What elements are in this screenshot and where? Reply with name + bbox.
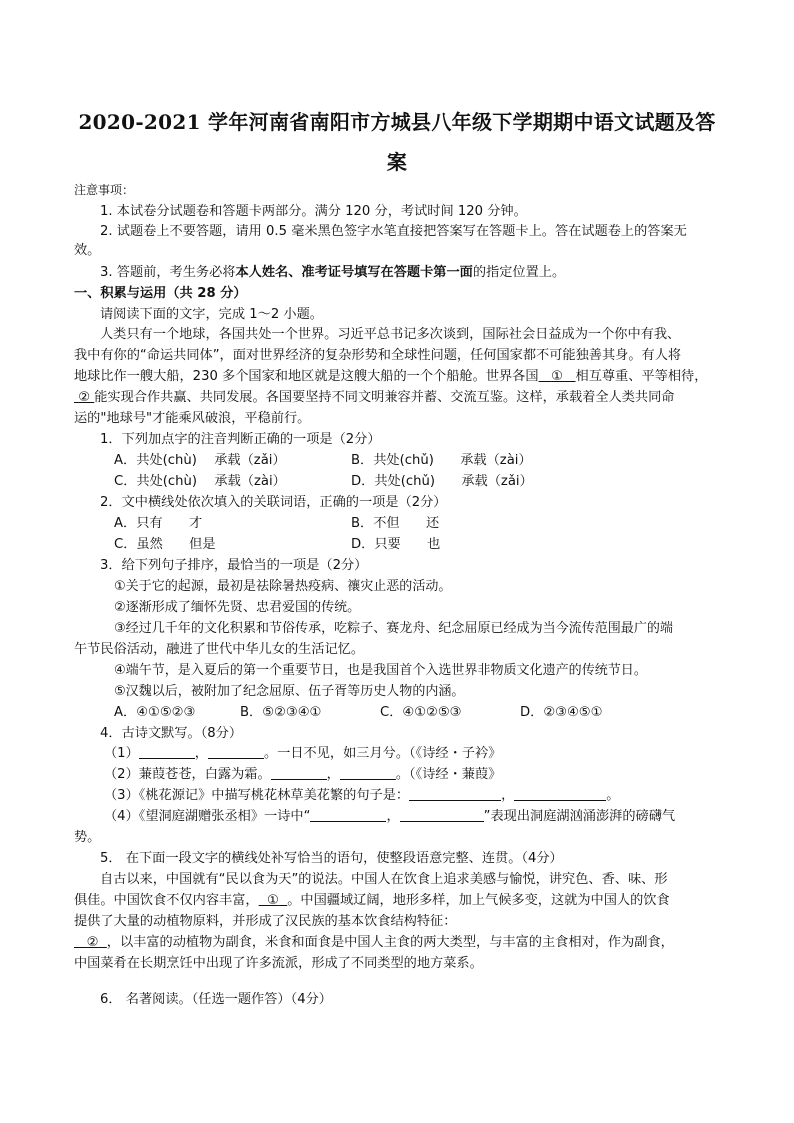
blank-q5-2 [74, 935, 107, 950]
q5-passage-4-post: ，以丰富的动植物为副食，米食和面食是中国人主食的两大类型，与丰富的主食相对，作为副食， [106, 935, 674, 950]
answer-blank[interactable] [310, 807, 386, 822]
answer-blank[interactable] [271, 765, 327, 780]
q4-line-4 [104, 807, 758, 827]
q4-line-1-mid: ， [194, 746, 208, 761]
q3-option-b: B．⑤②③④① [240, 705, 322, 720]
q4-line-3-pre: （3）《桃花源记》中描写桃花林草美花繁的句子是： [104, 788, 410, 803]
answer-blank[interactable] [340, 765, 396, 780]
q1-option-b: B．共处(chǔ) 承载（zài） [351, 453, 532, 468]
answer-blank[interactable] [208, 744, 264, 759]
passage-line-3-post: 相互尊重、平等相待， [575, 369, 708, 384]
blank-q5-2-label: ② [86, 935, 99, 950]
section-1-intro: 请阅读下面的文字，完成 1～2 小题。 [100, 307, 323, 322]
notice-item-2a: 2. 试题卷上不要答题，请用 0.5 毫米黑色签字水笔直接把答案写在答题卡上。答在试题卷上的答案无 [100, 224, 687, 239]
answer-blank[interactable] [139, 744, 195, 759]
notice-item-3-bold: 本人姓名、准考证号填写在答题卡第一面 [235, 265, 473, 280]
q3-sentence-4: ④端午节，是入夏后的第一个重要节日，也是我国首个入选世界非物质文化遗产的传统节日。 [114, 663, 647, 678]
passage-line-4-text: 能实现合作共赢、共同发展。各国要坚持不同文明兼容并蓄、交流互鉴。这样，承载着全人类共同命 [94, 390, 675, 405]
q4-line-3 [104, 786, 758, 806]
q5-passage-4 [74, 933, 728, 953]
blank-2 [74, 390, 94, 405]
q3-sentence-3b: 午节民俗活动，融进了世代中华儿女的生活记忆。 [74, 642, 365, 657]
blank-q5-1-label: ① [267, 893, 279, 908]
blank-1-label: ① [551, 369, 563, 384]
q4-line-3-mid: ， [501, 788, 515, 803]
q5-passage-3: 提供了大量的动植物原料，并形成了汉民族的基本饮食结构特征： [74, 914, 457, 929]
answer-blank[interactable] [400, 807, 484, 822]
q1-option-c: C．共处(chù) 承载（zài） [114, 474, 286, 489]
q5-passage-5: 中国菜肴在长期烹饪中出现了许多流派，形成了不同类型的地方菜系。 [74, 956, 483, 971]
q4-line-1-pre: （1） [104, 746, 139, 761]
passage-line-2: 我中有你的“命运共同体”，面对世界经济的复杂形势和全球性问题，任何国家都不可能独善其身。有人将 [74, 348, 682, 363]
q4-line-4-post: ”表现出洞庭湖汹涌澎湃的磅礴气 [483, 809, 676, 824]
q4-line-1-post: 。一日不见，如三月兮。（《诗经・子衿》 [263, 746, 502, 761]
q5-passage-2-post: 。中国疆域辽阔，地形多样，加上气候多变，这就为中国人的饮食 [287, 893, 670, 908]
q3-sentence-5: ⑤汉魏以后，被附加了纪念屈原、伍子胥等历史人物的内涵。 [114, 684, 465, 699]
passage-line-1: 人类只有一个地球，各国共处一个世界。习近平总书记多次谈到，国际社会日益成为一个你中有我、 [100, 327, 681, 342]
q2-stem: 2．文中横线处依次填入的关联词语，正确的一项是（2分） [100, 495, 447, 510]
q3-option-a: A．④①⑤②③ [114, 705, 196, 720]
blank-q5-1 [259, 893, 288, 908]
q4-line-1 [104, 744, 758, 764]
notice-item-1: 1. 本试卷分试题卷和答题卡两部分。满分 120 分，考试时间 120 分钟。 [100, 204, 527, 219]
notice-item-3-post: 的指定位置上。 [472, 265, 566, 280]
q1-option-d: D．共处(chǔ) 承载（zǎi） [351, 474, 533, 489]
notice-heading: 注意事项： [74, 183, 135, 197]
q3-sentence-1: ①关于它的起源，最初是祛除暑热疫病、禳灾止恶的活动。 [114, 579, 452, 594]
blank-2-label: ② [78, 390, 91, 405]
q5-passage-1: 自古以来，中国就有“民以食为天”的说法。中国人在饮食上追求美感与愉悦，讲究色、香、味、形 [100, 872, 668, 887]
notice-item-3 [100, 263, 754, 283]
answer-blank[interactable] [409, 786, 501, 801]
passage-line-3 [74, 367, 728, 387]
q4-line-2-post: 。（《诗经・蒹葭》 [395, 767, 502, 782]
q4-line-2-mid: ， [326, 767, 340, 782]
q5-passage-2 [74, 891, 728, 911]
passage-line-3-text: 地球比作一艘大船，230 多个国家和地区就是这艘大船的一个个船舱。世界各国 [74, 369, 539, 384]
q2-option-b: B．不但 还 [351, 516, 440, 531]
q3-sentence-2: ②逐渐形成了缅怀先贤、忠君爱国的传统。 [114, 600, 361, 615]
q3-sentence-3a: ③经过几千年的文化积累和节俗传承，吃粽子、赛龙舟、纪念屈原已经成为当今流传范围最广的端 [114, 621, 673, 636]
page-title-line1: 2020-2021 学年河南省南阳市方城县八年级下学期期中语文试题及答 [78, 110, 716, 134]
q4-line-2 [104, 765, 758, 785]
q6-stem: 6． 名著阅读。（任选一题作答）（4分） [100, 992, 332, 1007]
q1-stem: 1．下列加点字的注音判断正确的一项是（2分） [100, 432, 381, 447]
notice-item-2b: 效。 [74, 243, 101, 258]
q5-passage-2-pre: 俱佳。中国饮食不仅内容丰富， [74, 893, 259, 908]
q2-option-d: D．只要 也 [351, 537, 441, 552]
q4-line-4-mid: ， [386, 809, 400, 824]
answer-blank[interactable] [514, 786, 606, 801]
q4-line-4b: 势。 [74, 830, 101, 845]
q4-line-3-post: 。 [606, 788, 620, 803]
q5-stem: 5． 在下面一段文字的横线处补写恰当的语句，使整段语意完整、连贯。（4分） [100, 851, 563, 866]
notice-item-3-pre: 3. 答题前，考生务必将 [100, 265, 236, 280]
q4-line-4-pre: （4）《望洞庭湖赠张丞相》一诗中“ [104, 809, 311, 824]
q3-stem: 3．给下列句子排序，最恰当的一项是（2分） [100, 558, 368, 573]
passage-line-5: 运的"地球号"才能乘风破浪，平稳前行。 [74, 411, 311, 426]
page-title-line2: 案 [386, 150, 408, 174]
passage-line-4 [74, 388, 728, 408]
blank-1 [539, 369, 576, 384]
section-1-heading: 一、积累与运用（共 28 分） [74, 286, 247, 301]
q4-stem: 4．古诗文默写。（8分） [100, 726, 243, 741]
q4-line-2-pre: （2）蒹葭苍苍，白露为霜。 [104, 767, 271, 782]
q1-option-a: A．共处(chù) 承载（zǎi） [114, 453, 286, 468]
q3-option-d: D．②③④⑤① [520, 705, 603, 720]
q2-option-a: A．只有 才 [114, 516, 203, 531]
q3-option-c: C．④①②⑤③ [380, 705, 462, 720]
q2-option-c: C．虽然 但是 [114, 537, 216, 552]
